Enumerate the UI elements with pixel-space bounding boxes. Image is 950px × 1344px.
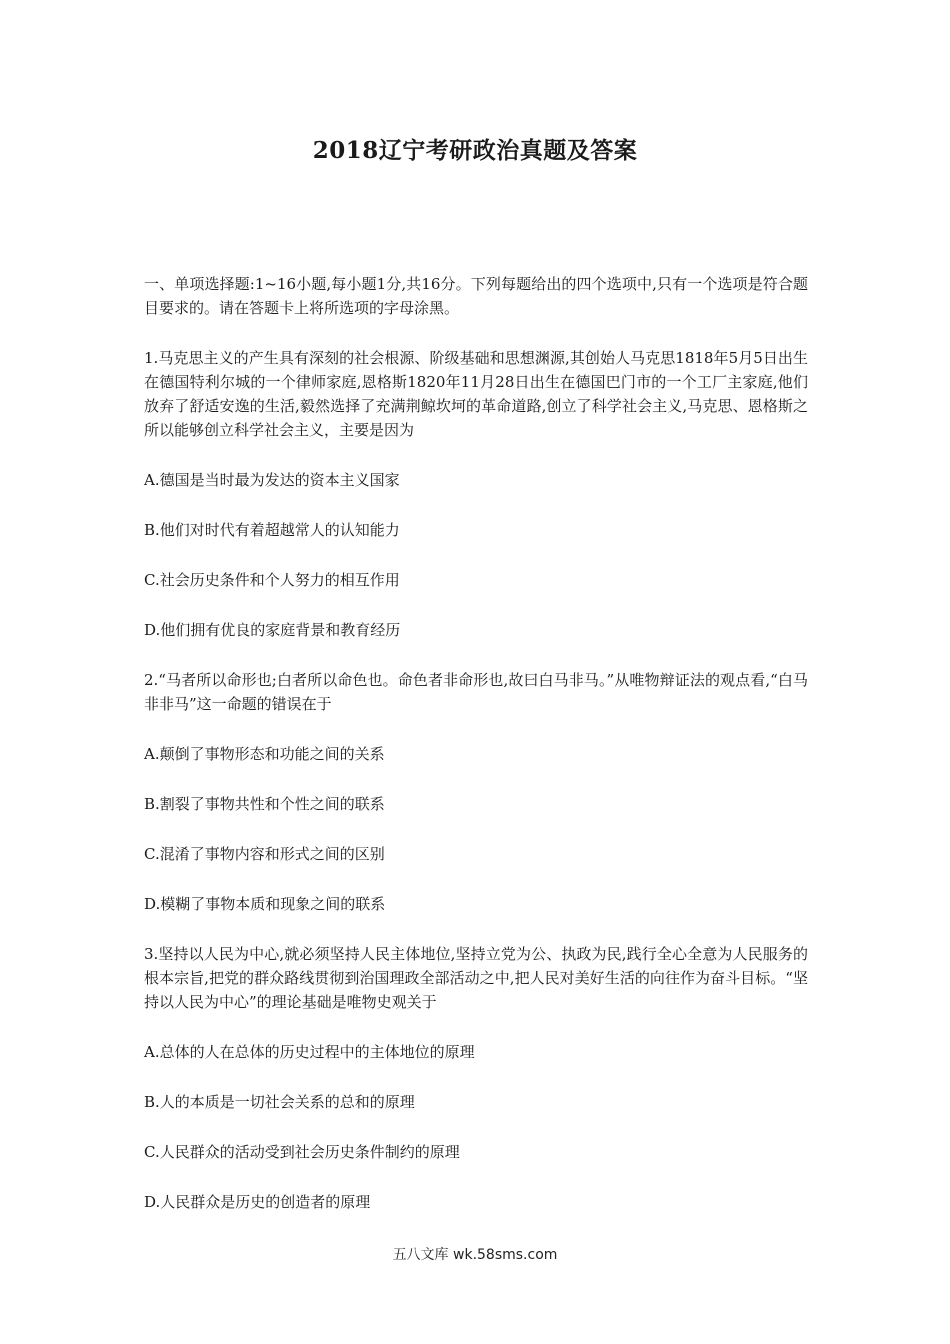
question-2-stem: 2.“马者所以命形也;白者所以命色也。命色者非命形也,故曰白马非马。”从唯物辩证法的观点看,“白马非非马”这一命题的错误在于 [144,671,808,713]
question-2-option-b: B.割裂了事物共性和个性之间的联系 [144,795,385,813]
question-1-option-a: A.德国是当时最为发达的资本主义国家 [144,471,400,489]
question-3-option-b: B.人的本质是一切社会关系的总和的原理 [144,1093,415,1111]
section-instructions: 一、单项选择题:1~16小题,每小题1分,共16分。下列每题给出的四个选项中,只有一个选项是符合题目要求的。请在答题卡上将所选项的字母涂黑。 [144,275,808,317]
question-3-option-d: D.人民群众是历史的创造者的原理 [144,1193,371,1211]
question-1-stem: 1.马克思主义的产生具有深刻的社会根源、阶级基础和思想渊源,其创始人马克思1818年5月5日出生在德国特利尔城的一个律师家庭,恩格斯1820年11月28日出生在德国巴门市的一个工厂主家庭,他们放弃了舒适安逸的生活,毅然选择了充满荆鲸坎坷的革命道路,创立了科学社会主义,马克思、恩格斯之所以能够创立科学社会主义，主要是因为 [144,349,808,439]
document-body [144,272,808,1240]
question-3-stem: 3.坚持以人民为中心,就必须坚持人民主体地位,坚持立党为公、执政为民,践行全心全意为人民服务的根本宗旨,把党的群众路线贯彻到治国理政全部活动之中,把人民对美好生活的向往作为奋斗目标。“坚持以人民为中心”的理论基础是唯物史观关于 [144,945,808,1011]
question-2-option-c: C.混淆了事物内容和形式之间的区别 [144,845,385,863]
question-1-option-b: B.他们对时代有着超越常人的认知能力 [144,521,400,539]
question-1-option-d: D.他们拥有优良的家庭背景和教育经历 [144,621,401,639]
question-3-option-a: A.总体的人在总体的历史过程中的主体地位的原理 [144,1043,475,1061]
question-1-option-c: C.社会历史条件和个人努力的相互作用 [144,571,400,589]
page-footer: 五八文库 wk.58sms.com [392,1247,558,1263]
question-2-option-d: D.模糊了事物本质和现象之间的联系 [144,895,386,913]
document-title: 2018辽宁考研政治真题及答案 [312,137,638,164]
question-3-option-c: C.人民群众的活动受到社会历史条件制约的原理 [144,1143,460,1161]
question-2-option-a: A.颠倒了事物形态和功能之间的关系 [144,745,385,763]
